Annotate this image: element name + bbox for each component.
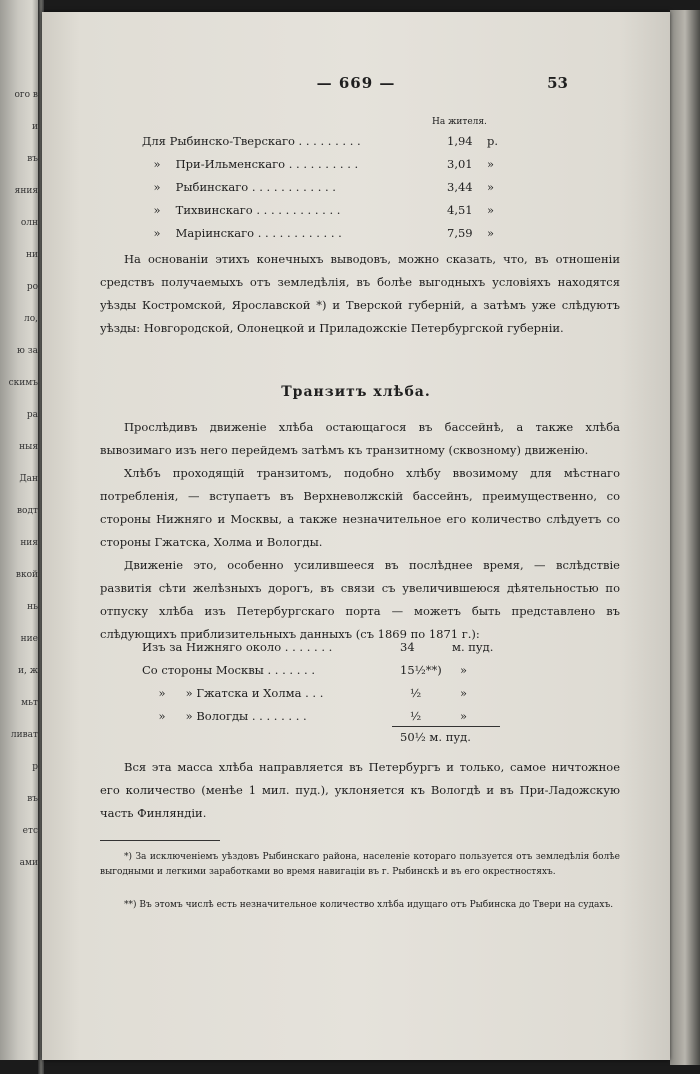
row-value: 15½**) — [400, 663, 442, 677]
table-row: Со стороны Москвы . . . . . . . 15½**) » — [142, 663, 468, 677]
facing-page-fragment: въ — [27, 794, 38, 804]
facing-page-fragment: ро — [26, 282, 38, 292]
paragraph-transit-intro: Прослѣдивъ движеніе хлѣба остающагося въ бассейнѣ, а также хлѣба вывозимаго изъ него перейдемъ затѣмъ къ транзитному (сквозному) движенію. — [100, 420, 620, 457]
row-name: Со стороны Москвы — [142, 663, 264, 677]
paragraph-transit-sources: Хлѣбъ проходящій транзитомъ, подобно хлѣбу ввозимому для мѣстнаго потребленія, — вступаетъ въ Верхневолжскій бассейнъ, преимущественно, со стороны Нижняго и Москвы, а также незначительное его количество слѣдуетъ со стороны Гжатска, Холма и Вологды. — [100, 466, 620, 549]
row-prefix: » — [153, 157, 161, 171]
row-prefix: » — [158, 686, 166, 700]
page-number-right: 53 — [547, 74, 568, 92]
facing-page-fragment: ю за — [17, 346, 38, 356]
facing-page-fragment: етс — [22, 826, 38, 836]
facing-page-fragment: ни — [26, 250, 38, 260]
row-name: При-Ильменскаго — [175, 157, 286, 171]
facing-page-fragment: яния — [14, 186, 38, 196]
row-name: » Гжатска и Холма — [185, 686, 302, 700]
paragraph-destination: Вся эта масса хлѣба направляется въ Петербургъ и только, самое ничтожное его количество (менѣе 1 мил. пуд.), уклоняется къ Вологдѣ и въ При-Ладожскую часть Финляндіи. — [100, 760, 620, 820]
row-prefix: » — [158, 709, 166, 723]
table-row: » При-Ильменскаго . . . . . . . . . . 3,01 » — [142, 157, 358, 171]
row-value: 34 — [400, 640, 415, 654]
row-name: Рыбинско-Тверскаго — [169, 134, 295, 148]
facing-page-fragment: ния — [20, 538, 38, 548]
row-unit: » — [487, 180, 495, 194]
book-page — [42, 12, 670, 1060]
row-unit: » — [487, 157, 495, 171]
table-row: » » Гжатска и Холма . . . ½ » — [142, 686, 323, 700]
facing-page-fragment: и — [32, 122, 38, 132]
table-row: » Тихвинскаго . . . . . . . . . . . . 4,51 » — [142, 203, 340, 217]
facing-page-fragment: нь — [27, 602, 38, 612]
row-name: Маріинскаго — [175, 226, 255, 240]
row-value: ½ — [410, 686, 422, 700]
row-value: 4,51 — [447, 203, 473, 217]
facing-page-fragment: вкой — [15, 570, 38, 580]
row-value: ½ — [410, 709, 422, 723]
paragraph-transit-movement: Движеніе это, особенно усилившееся въ послѣднее время, — вслѣдствіе развитія сѣти желѣзныхъ дорогъ, въ связи съ увеличившеюся дѣятельностью по отпуску хлѣба изъ Петербургскаго порта — можетъ быть представлено въ слѣдующихъ приблизительныхъ данныхъ (съ 1869 по 1871 г.): — [100, 558, 620, 641]
footnote-1: *) За исключеніемъ уѣздовъ Рыбинскаго района, населеніе котораго пользуется отъ земледѣлія болѣе выгодными и легкими заработками во время навигаціи въ г. Рыбинскѣ и въ его окрестностяхъ. — [100, 852, 620, 877]
transit-total: 50½ м. пуд. — [400, 730, 471, 744]
facing-page-fragment: Дан — [19, 474, 38, 484]
row-unit: р. — [487, 134, 499, 148]
footnote-2: **) Въ этомъ числѣ есть незначительное количество хлѣба идущаго отъ Рыбинска до Твери на судахъ. — [124, 900, 614, 910]
page-number-center: — 669 — — [316, 74, 396, 92]
facing-page-fragment: ние — [20, 634, 38, 644]
row-value: 3,44 — [447, 180, 473, 194]
facing-page-fragment: и, ж — [18, 666, 38, 676]
paragraph-conclusions: На основаніи этихъ конечныхъ выводовъ, можно сказать, что, въ отношеніи средствъ получаемыхъ отъ земледѣлія, въ болѣе выгодныхъ условіяхъ находятся уѣзды Костромской, Ярославской *) и Тверской губерній, а затѣмъ уже слѣдуютъ уѣзды: Новгородской, Олонецкой и Приладожскіе Петербургской губерніи. — [100, 252, 620, 335]
per-capita-header: На жителя. — [432, 117, 487, 127]
table-row: » Рыбинскаго . . . . . . . . . . . . 3,44 » — [142, 180, 336, 194]
section-heading: Транзитъ хлѣба. — [281, 384, 431, 400]
row-name: Тихвинскаго — [175, 203, 253, 217]
page-stack-edge — [670, 10, 700, 1065]
table-row: Изъ за Нижняго около . . . . . . . 34 м. пуд. — [142, 640, 494, 654]
row-unit: » — [460, 686, 468, 700]
row-prefix: » — [153, 226, 161, 240]
footnote-rule — [100, 840, 220, 841]
facing-page-fragment: мьт — [21, 698, 38, 708]
row-unit: » — [460, 709, 468, 723]
facing-page-fragment: водт — [16, 506, 38, 516]
table-row: Для Рыбинско-Тверскаго . . . . . . . . . 1,94 р. — [142, 134, 499, 148]
row-name: Изъ за Нижняго около — [142, 640, 282, 654]
row-value: 1,94 — [447, 134, 473, 148]
row-unit: м. пуд. — [452, 640, 494, 654]
row-name: » Вологды — [185, 709, 249, 723]
facing-page-fragment: олн — [20, 218, 38, 228]
facing-page-fragment: ого в — [14, 90, 38, 100]
row-value: 7,59 — [447, 226, 473, 240]
row-name: Рыбинскаго — [175, 180, 249, 194]
table-row: » Маріинскаго . . . . . . . . . . . . 7,59 » — [142, 226, 342, 240]
facing-page-fragment: р — [32, 762, 38, 772]
sum-rule — [392, 726, 500, 727]
table-row: » » Вологды . . . . . . . . ½ » — [142, 709, 307, 723]
row-unit: » — [487, 203, 495, 217]
facing-page-fragment: ра — [26, 410, 38, 420]
facing-page-fragment: въ — [27, 154, 38, 164]
facing-page-edge — [0, 0, 40, 1060]
row-prefix: » — [153, 203, 161, 217]
row-unit: » — [460, 663, 468, 677]
facing-page-fragment: ами — [19, 858, 38, 868]
row-unit: » — [487, 226, 495, 240]
row-prefix: Для — [142, 134, 166, 148]
row-prefix: » — [153, 180, 161, 194]
facing-page-fragment: ливат — [10, 730, 38, 740]
row-value: 3,01 — [447, 157, 473, 171]
facing-page-fragment: ло, — [24, 314, 38, 324]
facing-page-fragment: скимъ — [8, 378, 38, 388]
facing-page-fragment: ныя — [19, 442, 38, 452]
